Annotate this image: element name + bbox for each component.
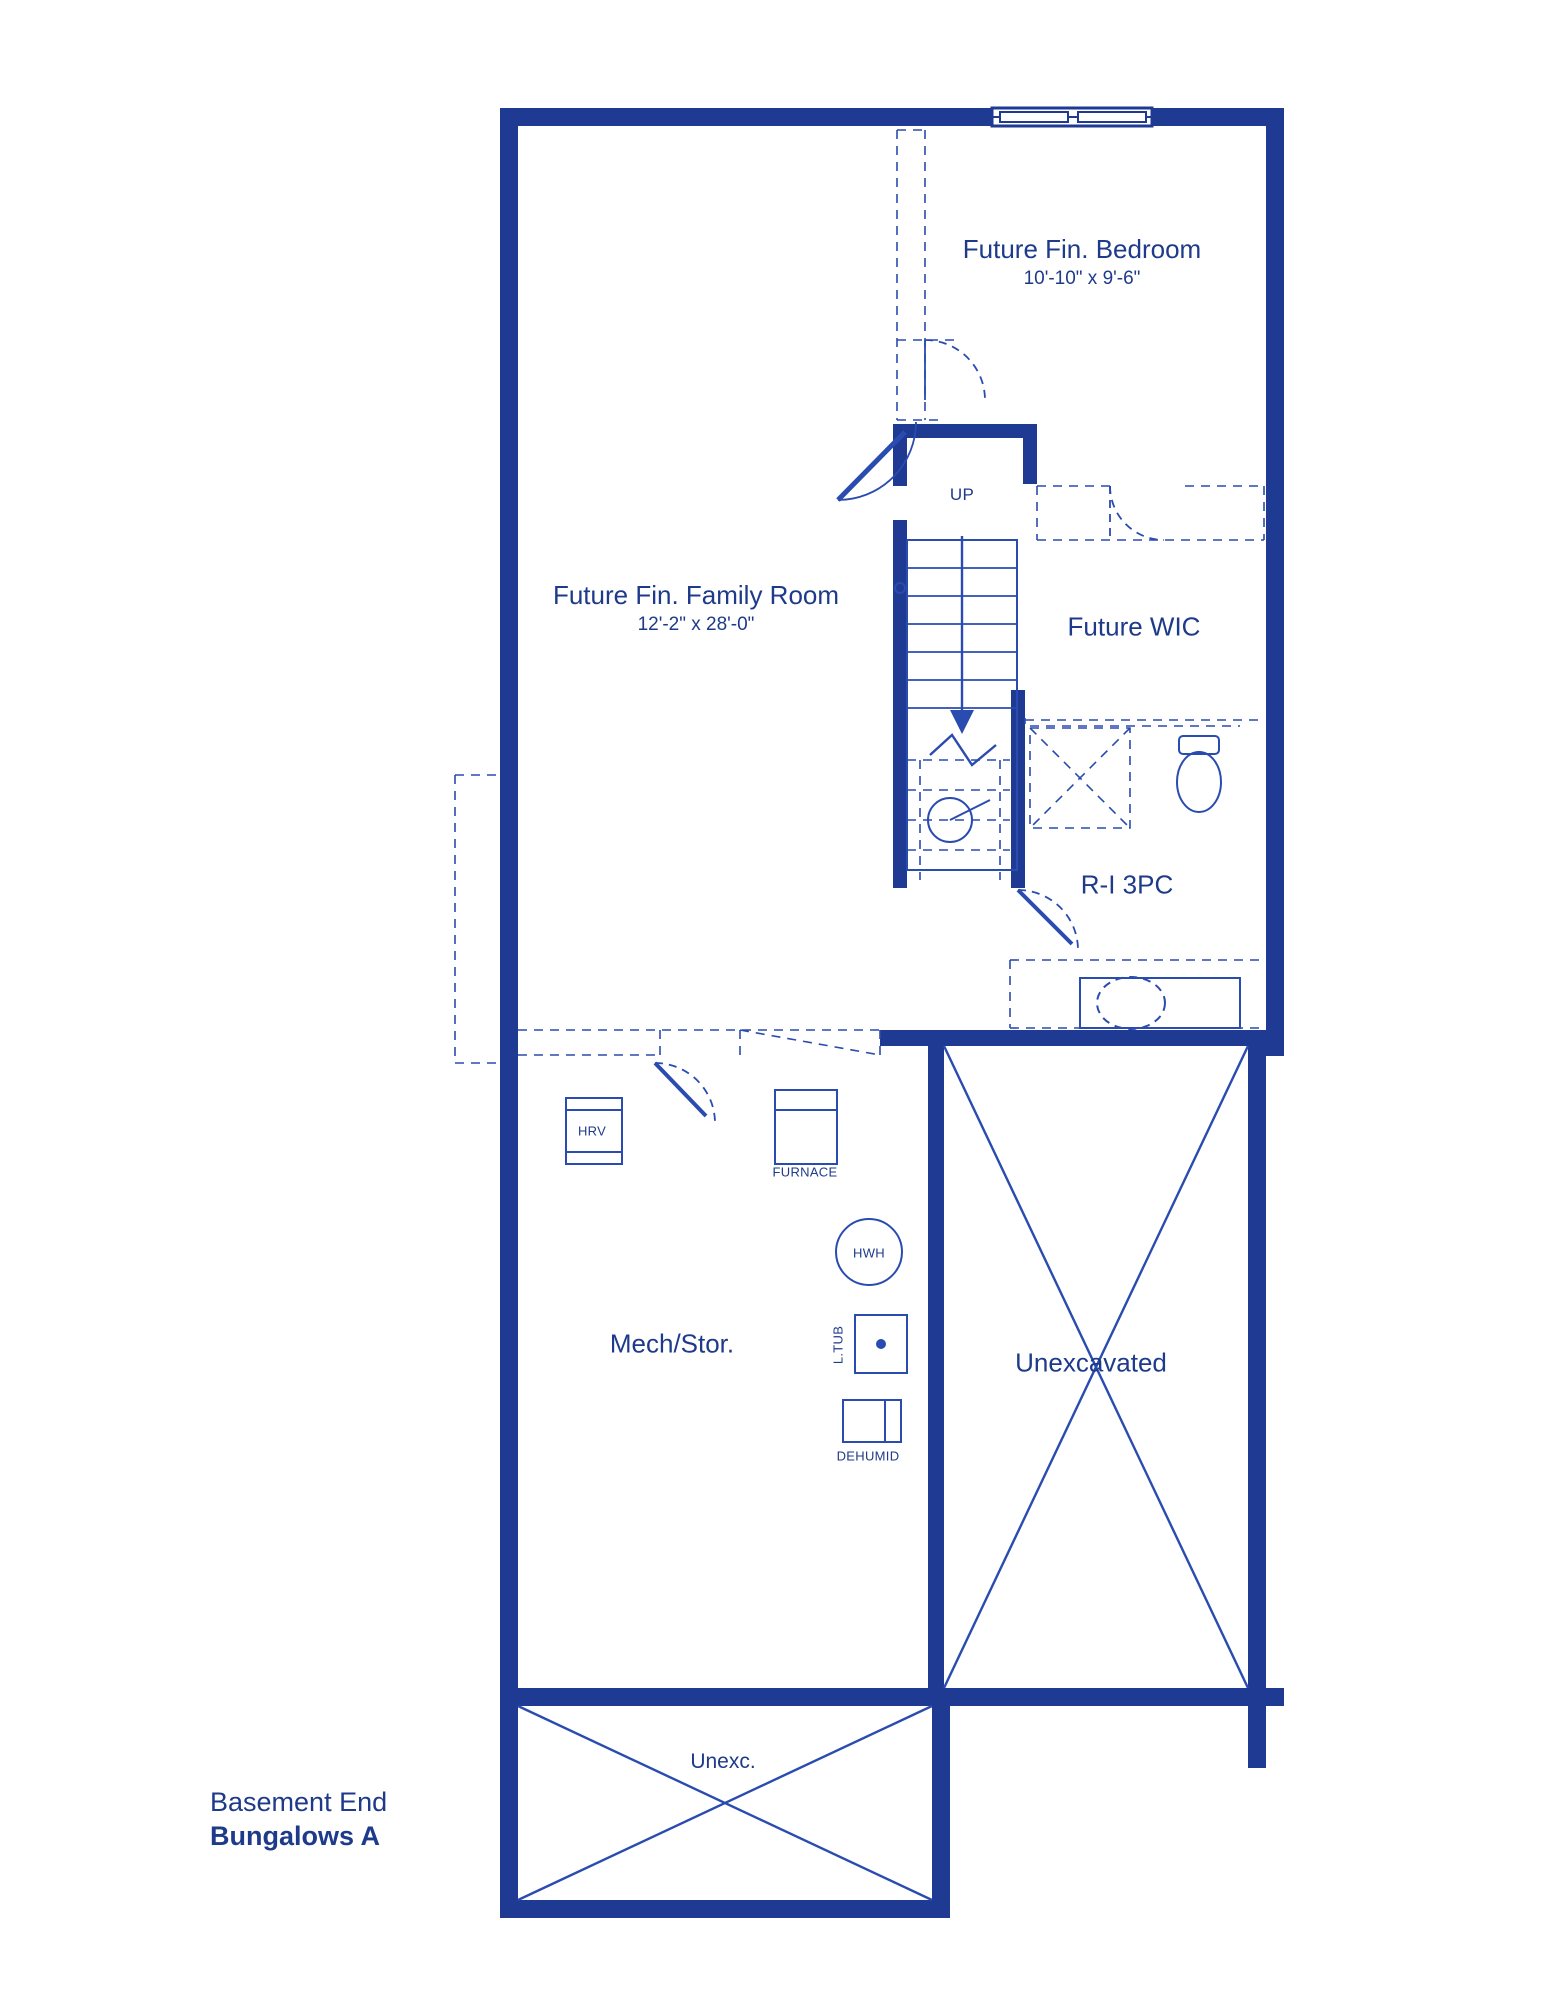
room-label-future-fin-bedroom: [963, 234, 1201, 290]
equipment-label-laundry-tub: [831, 1326, 846, 1364]
room-label-future-wic: [1068, 612, 1201, 643]
dehumid-label: DEHUMID: [836, 1448, 900, 1464]
room-label-future-fin-family-room: [553, 580, 839, 636]
equipment-label-dehumidifier: [837, 1449, 900, 1464]
door-swings: [655, 340, 1164, 1123]
room-name: Future Fin. Family Room: [552, 580, 840, 610]
furnace-label: FURNACE: [772, 1164, 838, 1180]
plan-title-line2: Bungalows A: [210, 1821, 381, 1851]
room-label-ri-3pc: [1081, 870, 1173, 901]
walls-group: [500, 108, 1284, 1918]
hwh-label: HWH: [853, 1245, 885, 1261]
title-block: [210, 1785, 387, 1853]
room-dimension: 12'-2" x 28'-0": [637, 614, 755, 635]
room-name: R-I 3PC: [1080, 869, 1174, 900]
equipment-label-hwh: [853, 1246, 885, 1261]
room-dimension: 10'-10" x 9'-6": [1023, 268, 1141, 289]
equipment-label-hrv: [578, 1124, 606, 1139]
room-name: Unexcavated: [1015, 1347, 1167, 1378]
equipment-label-furnace: [773, 1165, 838, 1180]
room-label-unexcavated: [1015, 1348, 1167, 1379]
mechanical-equipment: [566, 1090, 907, 1442]
up-label: UP: [949, 485, 975, 504]
plan-title-line1: Basement End: [210, 1787, 388, 1817]
room-name: Future WIC: [1067, 611, 1201, 642]
window-openings: [992, 108, 1152, 126]
room-name: Future Fin. Bedroom: [962, 234, 1202, 264]
hrv-label: HRV: [577, 1123, 607, 1139]
laundry-tub-label: L.TUB: [830, 1325, 846, 1365]
stair-direction-label: [950, 485, 974, 505]
room-name: Unexc.: [690, 1750, 756, 1773]
room-name: Mech/Stor.: [609, 1328, 735, 1359]
room-label-mech-stor: [610, 1329, 734, 1360]
room-label-unexc-small: [690, 1750, 755, 1774]
unexcavated-x-marks: [518, 1046, 1248, 1900]
